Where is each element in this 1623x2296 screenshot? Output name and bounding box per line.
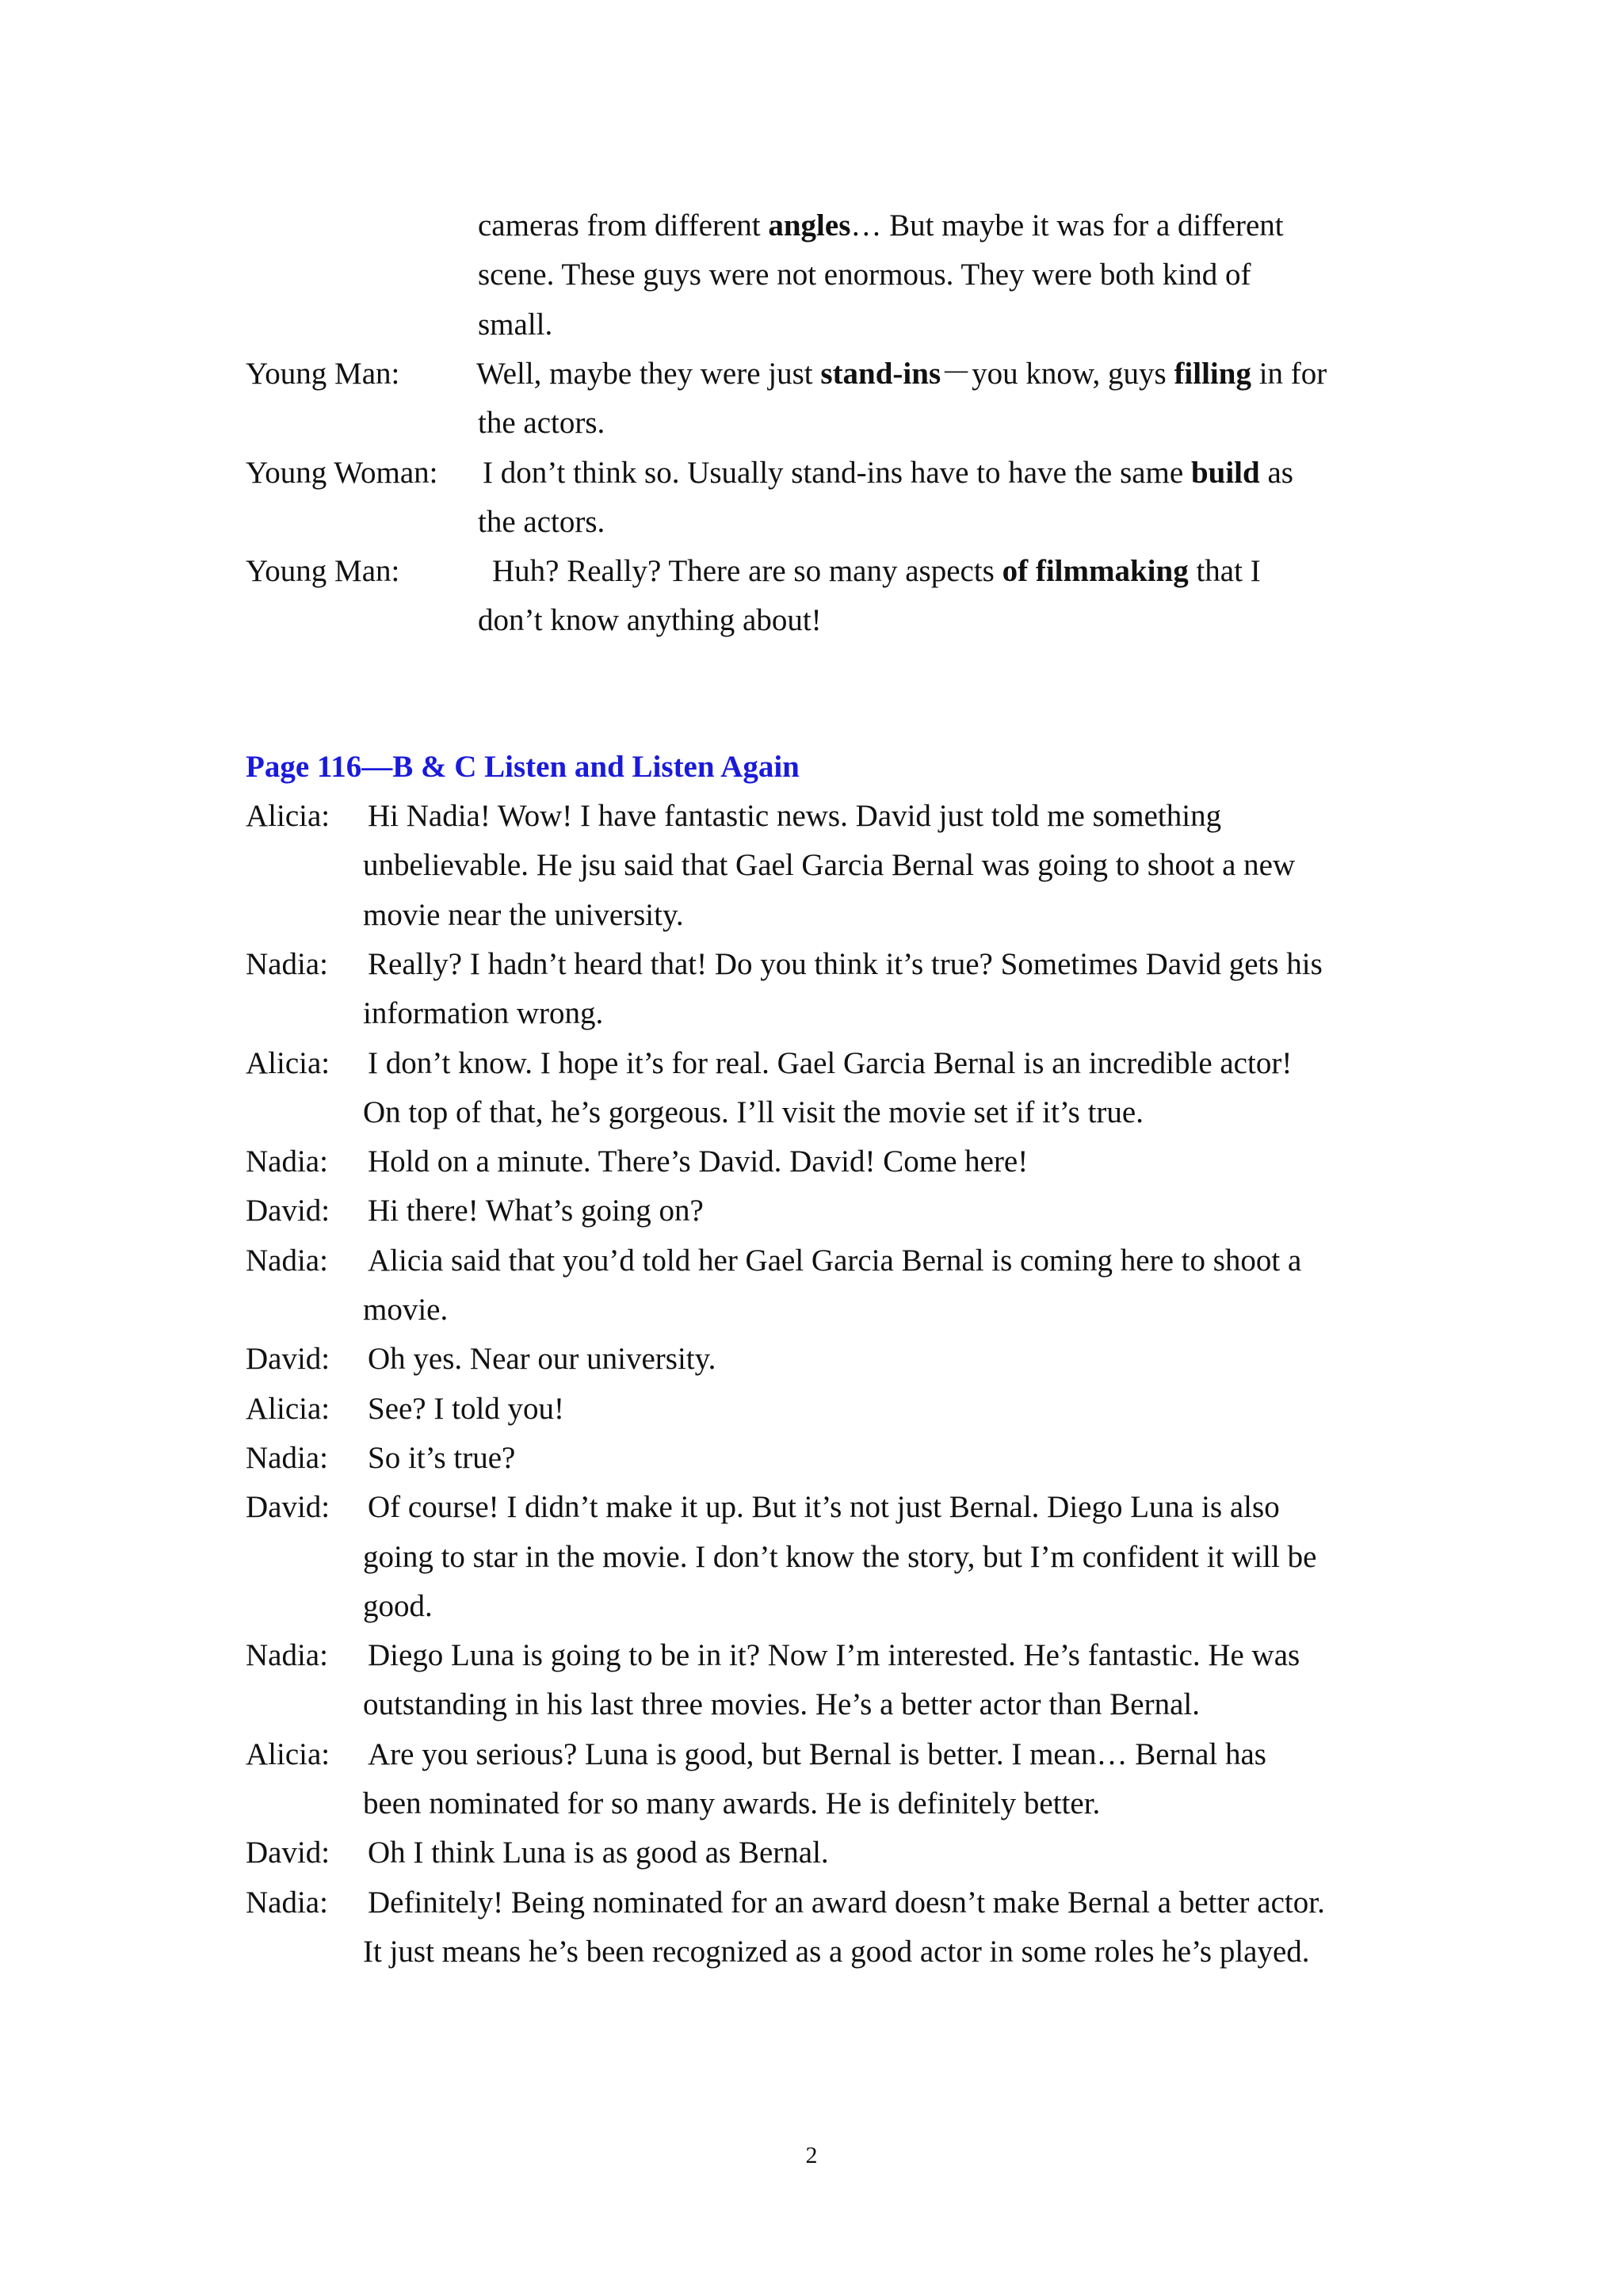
dialogue-line: Hi there! What’s going on? bbox=[368, 1194, 704, 1228]
dialogue-line: Alicia said that you’d told her Gael Garcia Bernal is coming here to shoot a bbox=[368, 1243, 1302, 1278]
dialogue-line: the actors. bbox=[478, 504, 605, 539]
dialogue-line: Hold on a minute. There’s David. David! Come here! bbox=[368, 1144, 1029, 1179]
dialogue-line: unbelievable. He jsu said that Gael Garcia Bernal was going to shoot a new bbox=[363, 848, 1296, 883]
dialogue-line: See? I told you! bbox=[368, 1391, 565, 1426]
dialogue-line: So it’s true? bbox=[368, 1440, 516, 1475]
dialogue-line: Well, maybe they were just stand-ins－you know, guys filling in for bbox=[476, 356, 1327, 391]
dialogue-line: the actors. bbox=[478, 406, 605, 441]
vocab-term: build bbox=[1190, 455, 1260, 490]
dialogue-line: I don’t think so. Usually stand-ins have to have the same build as bbox=[483, 455, 1293, 490]
vocab-term: of filmmaking bbox=[1002, 554, 1189, 589]
speaker-label: Alicia: bbox=[246, 1736, 330, 1771]
speaker-label: Nadia: bbox=[246, 1243, 328, 1278]
speaker-label: Alicia: bbox=[246, 1391, 330, 1426]
speaker-label: Nadia: bbox=[246, 1144, 328, 1179]
dialogue-line: Definitely! Being nominated for an award doesn’t make Bernal a better actor. bbox=[368, 1885, 1325, 1920]
speaker-label: David: bbox=[246, 1490, 330, 1525]
vocab-term: stand-ins bbox=[820, 356, 941, 391]
speaker-label: Nadia: bbox=[246, 946, 328, 981]
dialogue-line: Are you serious? Luna is good, but Bernal is better. I mean… Bernal has bbox=[368, 1736, 1266, 1771]
dialogue-line: information wrong. bbox=[363, 996, 604, 1031]
dialogue-line: It just means he’s been recognized as a good actor in some roles he’s played. bbox=[363, 1934, 1310, 1969]
page-number: 2 bbox=[805, 2142, 818, 2168]
dialogue-line: outstanding in his last three movies. He’s a better actor than Bernal. bbox=[363, 1687, 1200, 1722]
dialogue-line: Huh? Really? There are so many aspects of filmmaking that I bbox=[492, 554, 1261, 589]
speaker-label: David: bbox=[246, 1342, 330, 1377]
speaker-label: David: bbox=[246, 1194, 330, 1228]
dialogue-line: cameras from different angles… But maybe it was for a different bbox=[478, 208, 1284, 243]
dialogue-line: movie. bbox=[363, 1293, 449, 1327]
speaker-label: Alicia: bbox=[246, 1045, 330, 1080]
dialogue-line: Diego Luna is going to be in it? Now I’m interested. He’s fantastic. He was bbox=[368, 1638, 1300, 1673]
vocab-term: angles bbox=[768, 208, 851, 243]
section-heading: Page 116—B & C Listen and Listen Again bbox=[246, 750, 800, 784]
speaker-label: Nadia: bbox=[246, 1885, 328, 1920]
speaker-label: Nadia: bbox=[246, 1440, 328, 1475]
dialogue-line: good. bbox=[363, 1588, 433, 1623]
speaker-label: David: bbox=[246, 1836, 330, 1870]
dialogue-line: Oh yes. Near our university. bbox=[368, 1342, 716, 1377]
dialogue-line: scene. These guys were not enormous. They were both kind of bbox=[478, 258, 1251, 292]
dialogue-line: Hi Nadia! Wow! I have fantastic news. David just told me something bbox=[368, 799, 1222, 833]
speaker-label: Nadia: bbox=[246, 1638, 328, 1673]
dialogue-line: going to star in the movie. I don’t know the story, but I’m confident it will be bbox=[363, 1539, 1317, 1574]
speaker-label: Young Man: bbox=[246, 554, 400, 589]
dialogue-line: Really? I hadn’t heard that! Do you think it’s true? Sometimes David gets his bbox=[368, 946, 1323, 981]
vocab-term: filling bbox=[1174, 356, 1251, 391]
speaker-label: Young Woman: bbox=[246, 455, 438, 490]
dialogue-line: been nominated for so many awards. He is definitely better. bbox=[363, 1786, 1101, 1820]
dialogue-line: don’t know anything about! bbox=[478, 603, 822, 638]
dialogue-line: movie near the university. bbox=[363, 897, 684, 932]
speaker-label: Young Man: bbox=[246, 356, 400, 391]
dialogue-line: On top of that, he’s gorgeous. I’ll visit the movie set if it’s true. bbox=[363, 1095, 1144, 1129]
dialogue-line: I don’t know. I hope it’s for real. Gael Garcia Bernal is an incredible actor! bbox=[368, 1045, 1293, 1080]
dialogue-line: Of course! I didn’t make it up. But it’s not just Bernal. Diego Luna is also bbox=[368, 1490, 1280, 1525]
dialogue-line: Oh I think Luna is as good as Bernal. bbox=[368, 1836, 829, 1870]
speaker-label: Alicia: bbox=[246, 799, 330, 833]
dialogue-line: small. bbox=[478, 307, 553, 342]
